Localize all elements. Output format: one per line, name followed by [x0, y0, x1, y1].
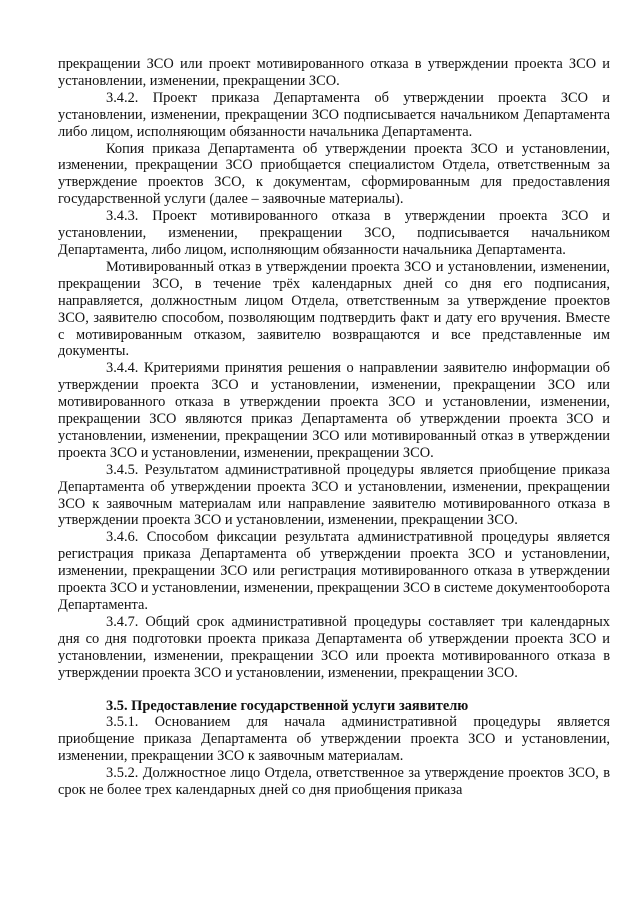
paragraph-3-4-6: 3.4.6. Способом фиксации результата административной процедуры является регистрация приказа Департамента об утверждении проекта ЗСО и установлении, изменении, прекращении ЗСО или регистрация мотивированного отказа в утверждении проекта ЗСО и установлении, изменении, прекращении ЗСО в системе документооборота Департамента.	[58, 529, 610, 613]
paragraph-3-4-2: 3.4.2. Проект приказа Департамента об утверждении проекта ЗСО и установлении, изменении, прекращении ЗСО подписывается начальником Департамента либо лицом, исполняющим обязанности начальника Департамента.	[58, 89, 610, 140]
paragraph-3-4-4: 3.4.4. Критериями принятия решения о направлении заявителю информации об утверждении проекта ЗСО и установлении, изменении, прекращении ЗСО или мотивированного отказа в утверждении проекта ЗСО и установлении, изменении, прекращении ЗСО являются приказ Департамента об утверждении проекта ЗСО и установлении, изменении, прекращении ЗСО или мотивированный отказ в утверждении проекта ЗСО и установлении, изменении, прекращении ЗСО.	[58, 360, 610, 461]
document-page	[58, 56, 610, 799]
section-heading: 3.5. Предоставление государственной услуги заявителю	[106, 697, 469, 714]
paragraph-continuation: прекращении ЗСО или проект мотивированного отказа в утверждении проекта ЗСО и установлении, изменении, прекращении ЗСО.	[58, 56, 610, 89]
paragraph-3-5-2: 3.5.2. Должностное лицо Отдела, ответственное за утверждение проектов ЗСО, в срок не более трех календарных дней со дня приобщения приказа	[58, 765, 610, 799]
paragraph-motivated-refusal: Мотивированный отказ в утверждении проекта ЗСО и установлении, изменении, прекращении ЗСО, в течение трёх календарных дней со дня его подписания, направляется, должностным лицом Отдела, ответственным за утверждение проектов ЗСО, заявителю способом, позволяющим подтвердить факт и дату его вручения. Вместе с мотивированным отказом, заявителю возвращаются и все представленные им документы.	[58, 258, 610, 360]
paragraph-3-5-1: 3.5.1. Основанием для начала административной процедуры является приобщение приказа Департамента об утверждении проекта ЗСО и установлении, изменении, прекращении ЗСО к заявочным материалам.	[58, 714, 610, 765]
paragraph-copy-order: Копия приказа Департамента об утверждении проекта ЗСО и установлении, изменении, прекращении ЗСО приобщается специалистом Отдела, ответственным за утверждение проектов ЗСО, к документам, сформированным для предоставления государственной услуги (далее – заявочные материалы).	[58, 140, 610, 208]
paragraph-3-4-3: 3.4.3. Проект мотивированного отказа в утверждении проекта ЗСО и установлении, изменении, прекращении ЗСО, подписывается начальником Департамента, либо лицом, исполняющим обязанности начальника Департамента.	[58, 208, 610, 258]
paragraph-3-4-7: 3.4.7. Общий срок административной процедуры составляет три календарных дня со дня подготовки проекта приказа Департамента об утверждении проекта ЗСО и установлении, изменении, прекращении ЗСО или проекта мотивированного отказа в утверждении проекта ЗСО и установлении, изменении, прекращении ЗСО.	[58, 613, 610, 681]
paragraph-3-4-5: 3.4.5. Результатом административной процедуры является приобщение приказа Департамента об утверждении проекта ЗСО и установлении, изменении, прекращении ЗСО к заявочным материалам или направление заявителю мотивированного отказа в утверждении проекта ЗСО и установлении, изменении, прекращении ЗСО.	[58, 461, 610, 529]
